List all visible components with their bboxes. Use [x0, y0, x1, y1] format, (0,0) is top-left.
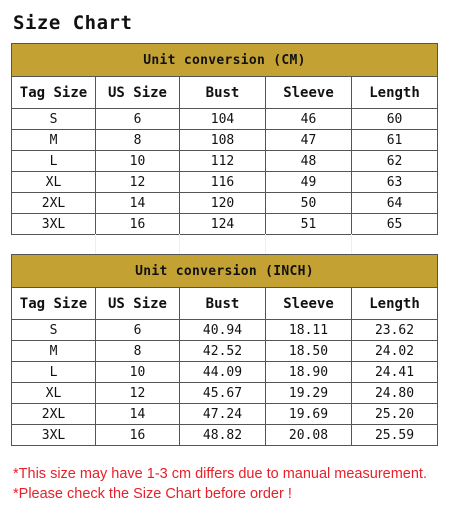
cell-sleeve: 51	[266, 214, 352, 235]
cell-sleeve: 19.69	[266, 404, 352, 425]
col-header-tag-size: Tag Size	[12, 77, 96, 109]
size-table-inch	[11, 254, 438, 446]
col-header-bust: Bust	[180, 288, 266, 320]
cell-us-size: 12	[96, 383, 180, 404]
cell-us-size: 10	[96, 151, 180, 172]
table-row	[12, 341, 438, 362]
table-row	[12, 214, 438, 235]
cell-us-size: 14	[96, 193, 180, 214]
cell-length: 23.62	[352, 320, 438, 341]
cell-tag-size: 3XL	[12, 425, 96, 446]
cell-bust: 42.52	[180, 341, 266, 362]
cell-us-size: 16	[96, 214, 180, 235]
size-table-cm	[11, 43, 438, 235]
table-row	[12, 130, 438, 151]
cell-bust: 104	[180, 109, 266, 130]
cell-bust: 120	[180, 193, 266, 214]
col-header-sleeve: Sleeve	[266, 288, 352, 320]
cell-us-size: 16	[96, 425, 180, 446]
cell-us-size: 8	[96, 341, 180, 362]
cell-length: 64	[352, 193, 438, 214]
cell-us-size: 10	[96, 362, 180, 383]
cell-bust: 45.67	[180, 383, 266, 404]
cell-length: 25.59	[352, 425, 438, 446]
cell-bust: 112	[180, 151, 266, 172]
cell-tag-size: XL	[12, 172, 96, 193]
col-header-length: Length	[352, 77, 438, 109]
cell-us-size: 6	[96, 320, 180, 341]
col-header-length: Length	[352, 288, 438, 320]
cell-bust: 47.24	[180, 404, 266, 425]
cell-bust: 124	[180, 214, 266, 235]
table-spacer	[11, 234, 437, 254]
cell-tag-size: L	[12, 151, 96, 172]
cell-us-size: 6	[96, 109, 180, 130]
cell-sleeve: 46	[266, 109, 352, 130]
cell-sleeve: 20.08	[266, 425, 352, 446]
table-row	[12, 193, 438, 214]
cell-tag-size: M	[12, 341, 96, 362]
cell-sleeve: 18.50	[266, 341, 352, 362]
cell-tag-size: M	[12, 130, 96, 151]
cell-us-size: 8	[96, 130, 180, 151]
page-title: Size Chart	[13, 12, 133, 34]
table-row	[12, 109, 438, 130]
cell-length: 24.41	[352, 362, 438, 383]
cell-length: 24.80	[352, 383, 438, 404]
table-row	[12, 425, 438, 446]
cell-tag-size: 3XL	[12, 214, 96, 235]
cell-tag-size: S	[12, 320, 96, 341]
cell-sleeve: 19.29	[266, 383, 352, 404]
col-header-tag-size: Tag Size	[12, 288, 96, 320]
cell-sleeve: 47	[266, 130, 352, 151]
cell-us-size: 14	[96, 404, 180, 425]
cell-sleeve: 18.90	[266, 362, 352, 383]
cell-length: 60	[352, 109, 438, 130]
col-header-us-size: US Size	[96, 288, 180, 320]
cell-length: 65	[352, 214, 438, 235]
cell-bust: 116	[180, 172, 266, 193]
cell-tag-size: 2XL	[12, 193, 96, 214]
cell-us-size: 12	[96, 172, 180, 193]
cell-length: 24.02	[352, 341, 438, 362]
cell-length: 25.20	[352, 404, 438, 425]
cell-tag-size: L	[12, 362, 96, 383]
cell-tag-size: XL	[12, 383, 96, 404]
cell-sleeve: 49	[266, 172, 352, 193]
cell-sleeve: 50	[266, 193, 352, 214]
table-row	[12, 151, 438, 172]
cell-sleeve: 18.11	[266, 320, 352, 341]
unit-header-inch: Unit conversion (INCH)	[12, 255, 438, 288]
notes	[13, 464, 427, 504]
cell-bust: 48.82	[180, 425, 266, 446]
cell-bust: 108	[180, 130, 266, 151]
table-row	[12, 383, 438, 404]
note-measurement: *This size may have 1-3 cm differs due to manual measurement.	[13, 466, 427, 482]
col-header-sleeve: Sleeve	[266, 77, 352, 109]
cell-length: 63	[352, 172, 438, 193]
cell-bust: 44.09	[180, 362, 266, 383]
cell-length: 61	[352, 130, 438, 151]
cell-sleeve: 48	[266, 151, 352, 172]
cell-bust: 40.94	[180, 320, 266, 341]
col-header-us-size: US Size	[96, 77, 180, 109]
cell-length: 62	[352, 151, 438, 172]
table-row	[12, 172, 438, 193]
cell-tag-size: S	[12, 109, 96, 130]
note-check-size-chart: *Please check the Size Chart before order !	[13, 486, 292, 502]
table-row	[12, 320, 438, 341]
cell-tag-size: 2XL	[12, 404, 96, 425]
col-header-bust: Bust	[180, 77, 266, 109]
table-row	[12, 404, 438, 425]
unit-header-cm: Unit conversion (CM)	[12, 44, 438, 77]
table-row	[12, 362, 438, 383]
